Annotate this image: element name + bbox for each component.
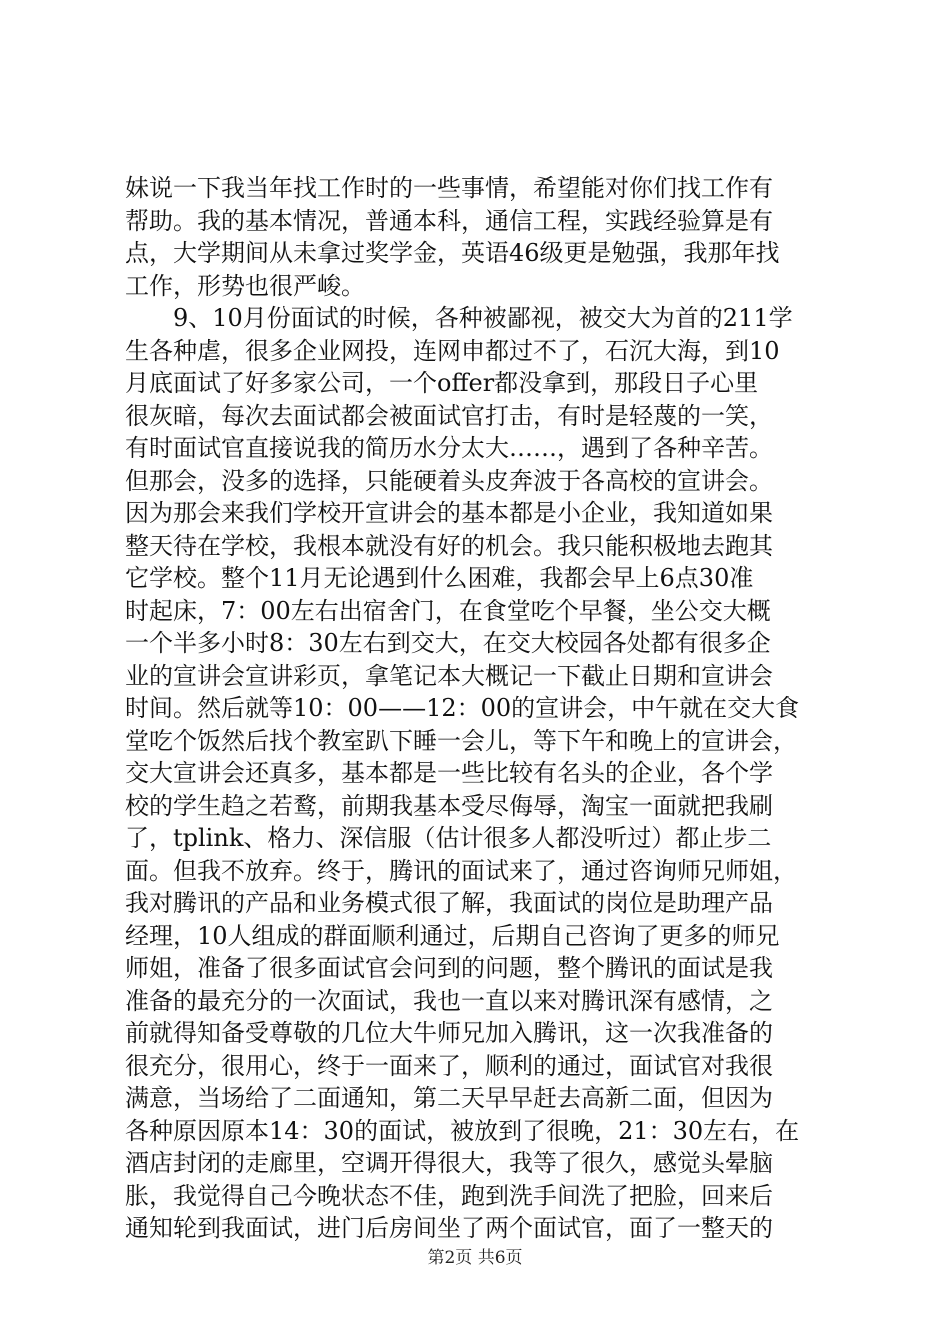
text-line: 经理，10人组成的群面顺利通过，后期自己咨询了更多的师兄 xyxy=(125,921,780,950)
text-line: 面。但我不放弃。终于，腾讯的面试来了，通过咨询师兄师姐， xyxy=(125,856,797,885)
text-line: 我对腾讯的产品和业务模式很了解，我面试的岗位是助理产品 xyxy=(125,889,773,917)
text-line: 生各种虐，很多企业网投，连网申都过不了，石沉大海，到10 xyxy=(125,336,780,365)
text-line: 时起床，7：00左右出宿舍门，在食堂吃个早餐，坐公交大概 xyxy=(125,596,771,625)
text-line: 很充分，很用心，终于一面来了，顺利的通过，面试官对我很 xyxy=(125,1051,773,1080)
text-line: 堂吃个饭然后找个教室趴下睡一会儿，等下午和晚上的宣讲会， xyxy=(125,726,797,755)
text-line: 业的宣讲会宣讲彩页，拿笔记本大概记一下截止日期和宣讲会 xyxy=(125,661,773,690)
text-line: 胀，我觉得自己今晚状态不佳，跑到洗手间洗了把脸，回来后 xyxy=(125,1181,773,1210)
text-line: 点，大学期间从未拿过奖学金，英语46级更是勉强，我那年找 xyxy=(125,239,780,267)
text-line: 9、10月份面试的时候，各种被鄙视，被交大为首的211学 xyxy=(125,304,793,332)
text-line: 时间。然后就等10：00——12：00的宣讲会，中午就在交大食 xyxy=(125,694,800,722)
text-line: 准备的最充分的一次面试，我也一直以来对腾讯深有感情，之 xyxy=(125,986,773,1015)
text-line: 整天待在学校，我根本就没有好的机会。我只能积极地去跑其 xyxy=(125,531,773,560)
text-line: 工作，形势也很严峻。 xyxy=(125,271,365,300)
text-line: 校的学生趋之若鹜，前期我基本受尽侮辱，淘宝一面就把我刷 xyxy=(125,791,773,820)
text-line: 妹说一下我当年找工作时的一些事情，希望能对你们找工作有 xyxy=(125,174,773,202)
body-text xyxy=(125,172,825,1245)
text-line: 月底面试了好多家公司，一个offer都没拿到，那段日子心里 xyxy=(125,369,759,397)
text-line: 师姐，准备了很多面试官会问到的问题，整个腾讯的面试是我 xyxy=(125,954,773,982)
text-line: 因为那会来我们学校开宣讲会的基本都是小企业，我知道如果 xyxy=(125,499,773,527)
text-line: 有时面试官直接说我的简历水分太大……，遇到了各种辛苦。 xyxy=(125,434,773,462)
text-line: 酒店封闭的走廊里，空调开得很大，我等了很久，感觉头晕脑 xyxy=(125,1149,773,1177)
text-line: 但那会，没多的选择，只能硬着头皮奔波于各高校的宣讲会。 xyxy=(125,466,773,495)
text-line: 交大宣讲会还真多，基本都是一些比较有名头的企业，各个学 xyxy=(125,759,773,787)
text-line: 一个半多小时8：30左右到交大，在交大校园各处都有很多企 xyxy=(125,629,771,657)
text-line: 各种原因原本14：30的面试，被放到了很晚，21：30左右，在 xyxy=(125,1116,800,1145)
text-line: 它学校。整个11月无论遇到什么困难，我都会早上6点30准 xyxy=(125,564,754,592)
text-line: 前就得知备受尊敬的几位大牛师兄加入腾讯，这一次我准备的 xyxy=(125,1019,773,1047)
text-line: 通知轮到我面试，进门后房间坐了两个面试官，面了一整天的 xyxy=(125,1214,773,1242)
text-line: 满意，当场给了二面通知，第二天早早赶去高新二面，但因为 xyxy=(125,1084,773,1112)
page-footer: 第2页 共6页 xyxy=(427,1248,523,1268)
text-line: 了，tplink、格力、深信服（估计很多人都没听过）都止步二 xyxy=(125,824,772,852)
text-line: 帮助。我的基本情况，普通本科，通信工程，实践经验算是有 xyxy=(125,206,773,235)
text-line: 很灰暗，每次去面试都会被面试官打击，有时是轻蔑的一笑， xyxy=(125,401,773,430)
